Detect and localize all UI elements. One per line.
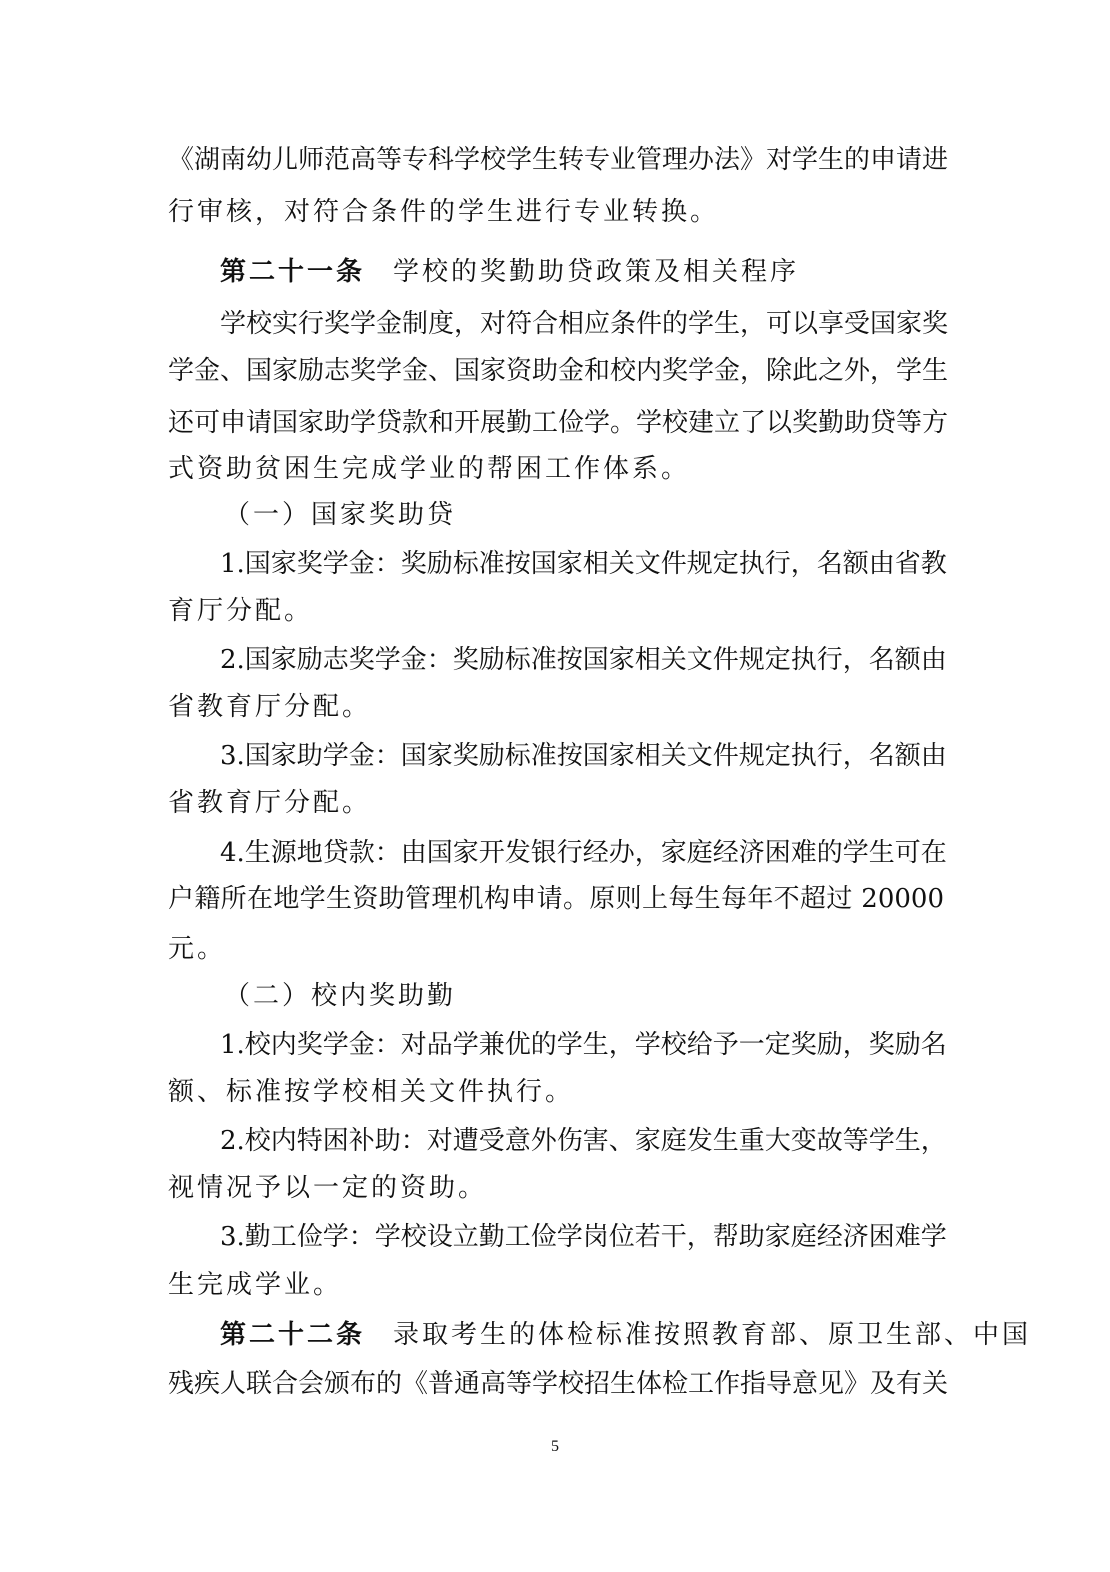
paragraph-line: 残疾人联合会颁布的《普通高等学校招生体检工作指导意见》及有关 <box>168 1369 949 1399</box>
paragraph-line: 《湖南幼儿师范高等专科学校学生转专业管理办法》对学生的申请进 <box>168 145 949 175</box>
list-item-line: 3.国家助学金：国家奖励标准按国家相关文件规定执行，名额由 <box>220 741 947 771</box>
section-heading-campus: （二）校内奖助勤 <box>224 981 457 1011</box>
list-item-line: 4.生源地贷款：由国家开发银行经办，家庭经济困难的学生可在 <box>220 838 947 868</box>
section-heading-national: （一）国家奖助贷 <box>224 500 457 530</box>
article-22-label: 第二十二条 <box>220 1320 366 1350</box>
list-item-line: 1.校内奖学金：对品学兼优的学生，学校给予一定奖励，奖励名 <box>220 1030 947 1060</box>
list-item-line: 3.勤工俭学：学校设立勤工俭学岗位若干，帮助家庭经济困难学 <box>220 1222 947 1252</box>
paragraph-line: 学校实行奖学金制度，对符合相应条件的学生，可以享受国家奖 <box>220 309 949 339</box>
article-21-heading <box>220 255 944 289</box>
list-item-line: 生完成学业。 <box>168 1270 343 1300</box>
list-item-line: 户籍所在地学生资助管理机构申请。原则上每生每年不超过 20000 <box>168 884 944 914</box>
list-item-line: 额、标准按学校相关文件执行。 <box>168 1077 575 1107</box>
list-item-line: 省教育厅分配。 <box>168 788 372 818</box>
list-item-line: 2.校内特困补助：对遭受意外伤害、家庭发生重大变故等学生， <box>220 1126 947 1156</box>
article-21-label: 第二十一条 <box>220 257 366 287</box>
paragraph-line: 学金、国家励志奖学金、国家资助金和校内奖学金，除此之外，学生 <box>168 356 949 386</box>
paragraph-line: 还可申请国家助学贷款和开展勤工俭学。学校建立了以奖勤助贷等方 <box>168 408 949 438</box>
article-22-heading <box>220 1318 1032 1352</box>
list-item-line: 育厅分配。 <box>168 596 314 626</box>
paragraph-line: 行审核，对符合条件的学生进行专业转换。 <box>168 197 720 227</box>
list-item-line: 2.国家励志奖学金：奖励标准按国家相关文件规定执行，名额由 <box>220 645 947 675</box>
list-item-line: 1.国家奖学金：奖励标准按国家相关文件规定执行，名额由省教 <box>220 549 947 579</box>
list-item-line: 元。 <box>168 934 227 964</box>
article-21-title: 学校的奖勤助贷政策及相关程序 <box>393 257 800 287</box>
page-number: 5 <box>551 1438 559 1455</box>
list-item-line: 视情况予以一定的资助。 <box>168 1173 488 1203</box>
article-22-text: 录取考生的体检标准按照教育部、原卫生部、中国 <box>393 1320 1032 1350</box>
list-item-line: 省教育厅分配。 <box>168 692 372 722</box>
paragraph-line: 式资助贫困生完成学业的帮困工作体系。 <box>168 454 691 484</box>
